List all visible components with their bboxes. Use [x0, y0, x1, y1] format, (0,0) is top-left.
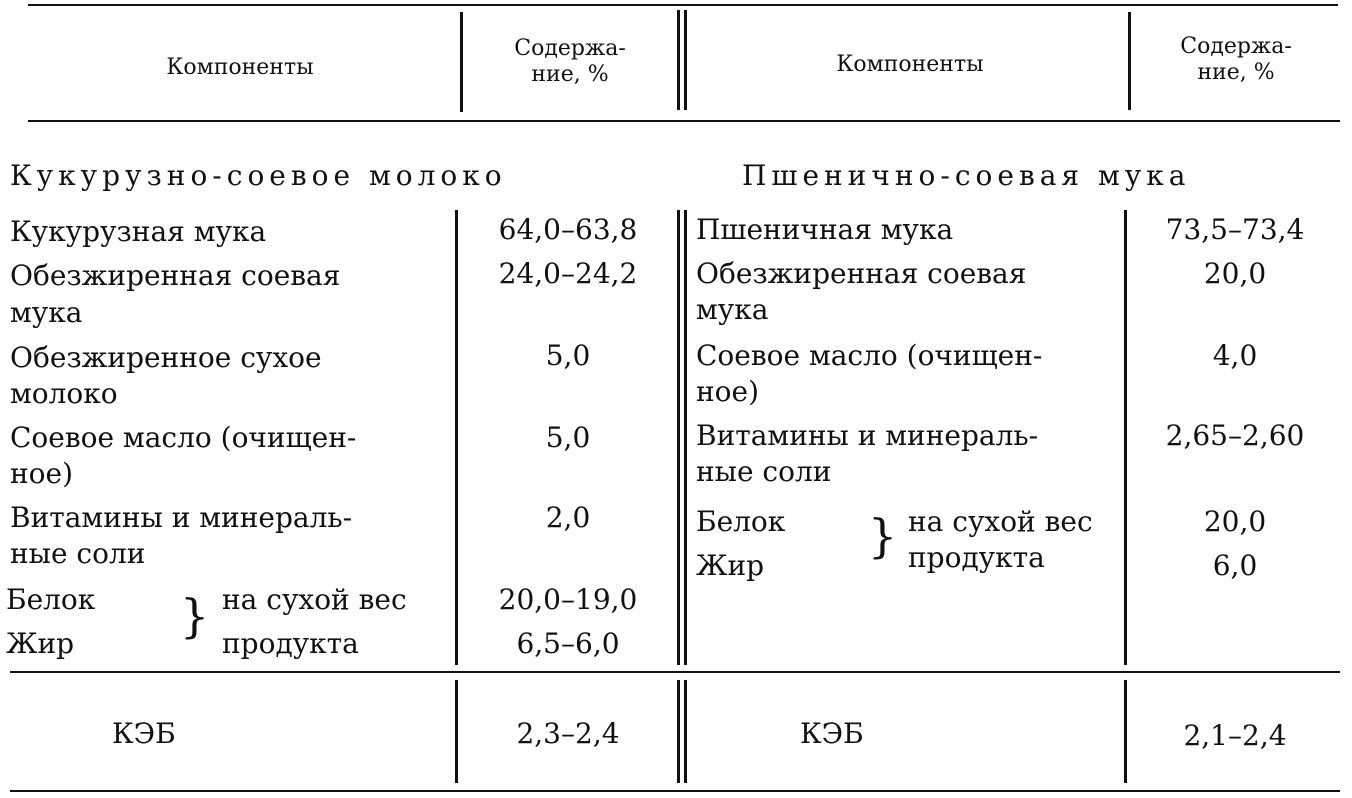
footer-divider-right	[1124, 680, 1127, 783]
left-row-3-value: 5,0	[545, 339, 591, 372]
right-group-item-fat: Жир	[696, 549, 765, 582]
right-footer-label: КЭБ	[800, 717, 864, 750]
right-row-2-label-line2: мука	[696, 293, 769, 326]
left-group-brace: }	[180, 589, 210, 643]
right-row-4-label-line2: ные соли	[696, 455, 832, 488]
right-row-1-value: 73,5–73,4	[1165, 213, 1305, 246]
footer-divider-left	[455, 680, 458, 783]
header-content-line2: ние, %	[531, 62, 609, 87]
header-double-divider-b	[684, 10, 687, 110]
header-content-left	[470, 36, 670, 88]
left-row-5-value: 2,0	[545, 501, 591, 534]
left-row-3-label-line2: молоко	[10, 377, 118, 410]
footer-top-rule	[10, 671, 1340, 673]
body-divider-left	[455, 210, 458, 665]
right-group-note-line1: на сухой вес	[908, 505, 1093, 538]
right-footer-value: 2,1–2,4	[1183, 719, 1287, 752]
left-row-1-value: 64,0–63,8	[498, 213, 638, 246]
left-row-2-label-line2: мука	[10, 296, 83, 329]
section-title-right: Пшенично-соевая мука	[742, 159, 1191, 192]
footer-double-divider-a	[677, 680, 680, 783]
body-double-divider-a	[677, 210, 680, 665]
right-row-1-label: Пшеничная мука	[696, 213, 954, 246]
left-footer-label: КЭБ	[112, 717, 176, 750]
left-row-1-label: Кукурузная мука	[10, 215, 267, 248]
left-group-item-fat: Жир	[6, 627, 75, 660]
left-group-value-fat: 6,5–6,0	[516, 627, 620, 660]
left-row-4-label-line1: Соевое масло (очищен-	[10, 421, 357, 454]
top-rule	[28, 4, 1338, 6]
header-divider-left	[460, 12, 463, 112]
right-row-2-value: 20,0	[1203, 257, 1267, 290]
left-group-note-line2: продукта	[222, 627, 359, 660]
right-group-note-line2: продукта	[908, 541, 1045, 574]
right-group-value-fat: 6,0	[1212, 549, 1258, 582]
left-row-3-label-line1: Обезжиренное сухое	[10, 341, 322, 374]
header-content-line1: Содержа-	[1180, 34, 1292, 59]
header-content-line1: Содержа-	[514, 36, 626, 61]
bottom-rule	[10, 790, 1340, 792]
right-group-item-protein: Белок	[696, 505, 786, 538]
left-row-2-value: 24,0–24,2	[498, 257, 638, 290]
right-row-2-label-line1: Обезжиренная соевая	[696, 257, 1027, 290]
header-bottom-rule	[28, 120, 1340, 122]
left-group-note-line1: на сухой вес	[222, 583, 407, 616]
right-row-3-label-line1: Соевое масло (очищен-	[696, 339, 1043, 372]
left-group-value-protein: 20,0–19,0	[498, 583, 638, 616]
left-row-5-label-line2: ные соли	[10, 537, 146, 570]
section-title-left: Кукурузно-соевое молоко	[10, 159, 507, 192]
header-components-left: Компоненты	[166, 55, 314, 80]
header-double-divider-a	[677, 10, 680, 110]
left-row-4-value: 5,0	[545, 421, 591, 454]
body-double-divider-b	[684, 210, 687, 665]
right-group-value-protein: 20,0	[1203, 505, 1267, 538]
footer-double-divider-b	[684, 680, 687, 783]
left-row-2-label-line1: Обезжиренная соевая	[10, 259, 341, 292]
body-divider-right	[1124, 210, 1127, 665]
right-row-4-label-line1: Витамины и минераль-	[696, 419, 1039, 452]
header-divider-right	[1128, 12, 1131, 110]
left-row-5-label-line1: Витамины и минераль-	[10, 501, 353, 534]
header-components-right: Компоненты	[836, 52, 984, 77]
left-footer-value: 2,3–2,4	[516, 717, 620, 750]
left-group-item-protein: Белок	[6, 583, 96, 616]
right-group-brace: }	[868, 509, 898, 563]
header-content-line2: ние, %	[1197, 60, 1275, 85]
right-row-3-label-line2: ное)	[696, 375, 760, 408]
left-row-4-label-line2: ное)	[10, 457, 74, 490]
header-content-right	[1136, 34, 1336, 86]
right-row-4-value: 2,65–2,60	[1165, 419, 1305, 452]
right-row-3-value: 4,0	[1212, 339, 1258, 372]
